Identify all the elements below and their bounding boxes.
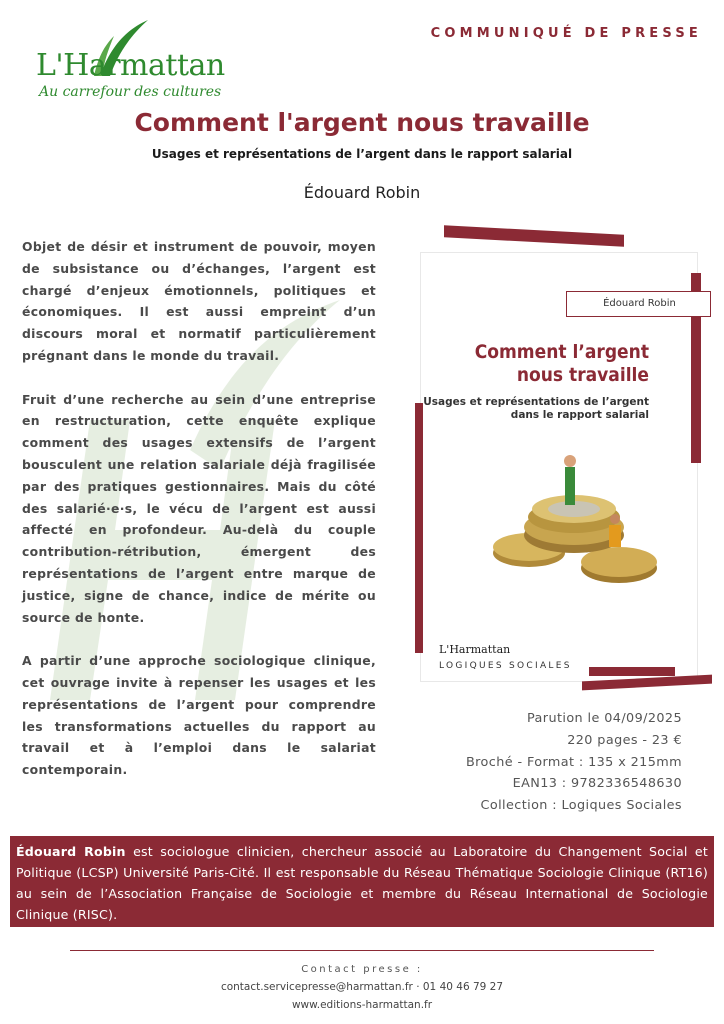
press-release-label: COMMUNIQUÉ DE PRESSE <box>430 26 702 41</box>
website-link[interactable]: www.editions-harmattan.fr <box>291 999 433 1011</box>
book-details <box>466 708 682 817</box>
cover-subtitle-line: Usages et représentations de l’argent <box>423 396 649 408</box>
cover-title-line: Comment l’argent <box>474 341 649 363</box>
author-bio <box>10 836 714 927</box>
description-paragraph: Fruit d’une recherche au sein d’une entreprise en restructuration, cette enquête explique comment des usages extensifs de l’argent bousculent une relation salariale déjà fragilisée par des pratiques gestionnaires. Mais du côté des salarié·e·s, le vécu de l’argent est aussi affecté en profondeur. Au-delà du couple contribution-rétribution, émergent des représentations de l’argent entre marque de justice, signe de chance, indice de mérite ou source de honte. <box>22 391 376 625</box>
cover-stripe-top <box>444 225 624 246</box>
cover-author-box <box>566 291 711 317</box>
book-format: Broché - Format : 135 x 215mm <box>466 754 682 770</box>
author-bio-text <box>16 841 708 925</box>
contact-label: Contact presse : <box>301 964 423 975</box>
cover-publisher: L'Harmattan <box>439 643 511 656</box>
logo-wordmark: L'Harmattan <box>36 48 225 83</box>
ean-code: EAN13 : 9782336548630 <box>512 776 682 792</box>
cover-title <box>409 341 649 387</box>
cover-title-line: nous travaille <box>516 364 649 386</box>
cover-stripe-left <box>415 403 423 653</box>
cover-page <box>420 252 698 682</box>
collection-name: Collection : Logiques Sociales <box>480 798 682 814</box>
cover-stripe-bottom <box>589 667 675 676</box>
release-date: Parution le 04/09/2025 <box>527 711 682 726</box>
cover-subtitle <box>419 396 649 422</box>
author-bio-name: Édouard Robin <box>16 844 126 859</box>
logo-tagline: Au carrefour des cultures <box>39 84 222 100</box>
description-paragraph: Objet de désir et instrument de pouvoir, moyen de subsistance ou d’échanges, l’argent est chargé d’enjeux émotionnels, politiques et économiques. Il est aussi empreint d’un discours moral et normatif particulièrement prégnant dans le monde du travail. <box>22 239 376 363</box>
book-description <box>22 236 376 803</box>
publisher-logo[interactable] <box>36 18 226 102</box>
author-bio-body: est sociologue clinicien, chercheur associé au Laboratoire du Changement Social et Politique (LCSP) Université Paris-Cité. Il est responsable du Réseau Thématique Sociologie Clinique (RT16) au sein de l’Association Française de Sociologie et membre du Réseau International de Sociologie Clinique (RISC). <box>16 844 708 922</box>
footer-divider <box>70 950 654 951</box>
book-cover[interactable] <box>412 230 712 690</box>
cover-author: Édouard Robin <box>603 298 676 309</box>
book-author: Édouard Robin <box>303 183 421 202</box>
contact-email-phone[interactable]: contact.servicepresse@harmattan.fr · 01 40 46 79 27 <box>220 981 504 993</box>
cover-subtitle-line: dans le rapport salarial <box>510 409 649 421</box>
book-title: Comment l'argent nous travaille <box>134 108 590 137</box>
cover-collection: LOGIQUES SOCIALES <box>439 661 572 671</box>
book-subtitle: Usages et représentations de l’argent dans le rapport salarial <box>151 147 573 161</box>
pages-price: 220 pages - 23 € <box>567 732 682 748</box>
description-paragraph: A partir d’une approche sociologique clinique, cet ouvrage invite à repenser les usages et les représentations de l’argent pour comprendre les transformations actuelles du rapport au travail et à l’emploi dans le salariat contemporain. <box>22 653 376 778</box>
coins-illustration <box>469 443 669 593</box>
